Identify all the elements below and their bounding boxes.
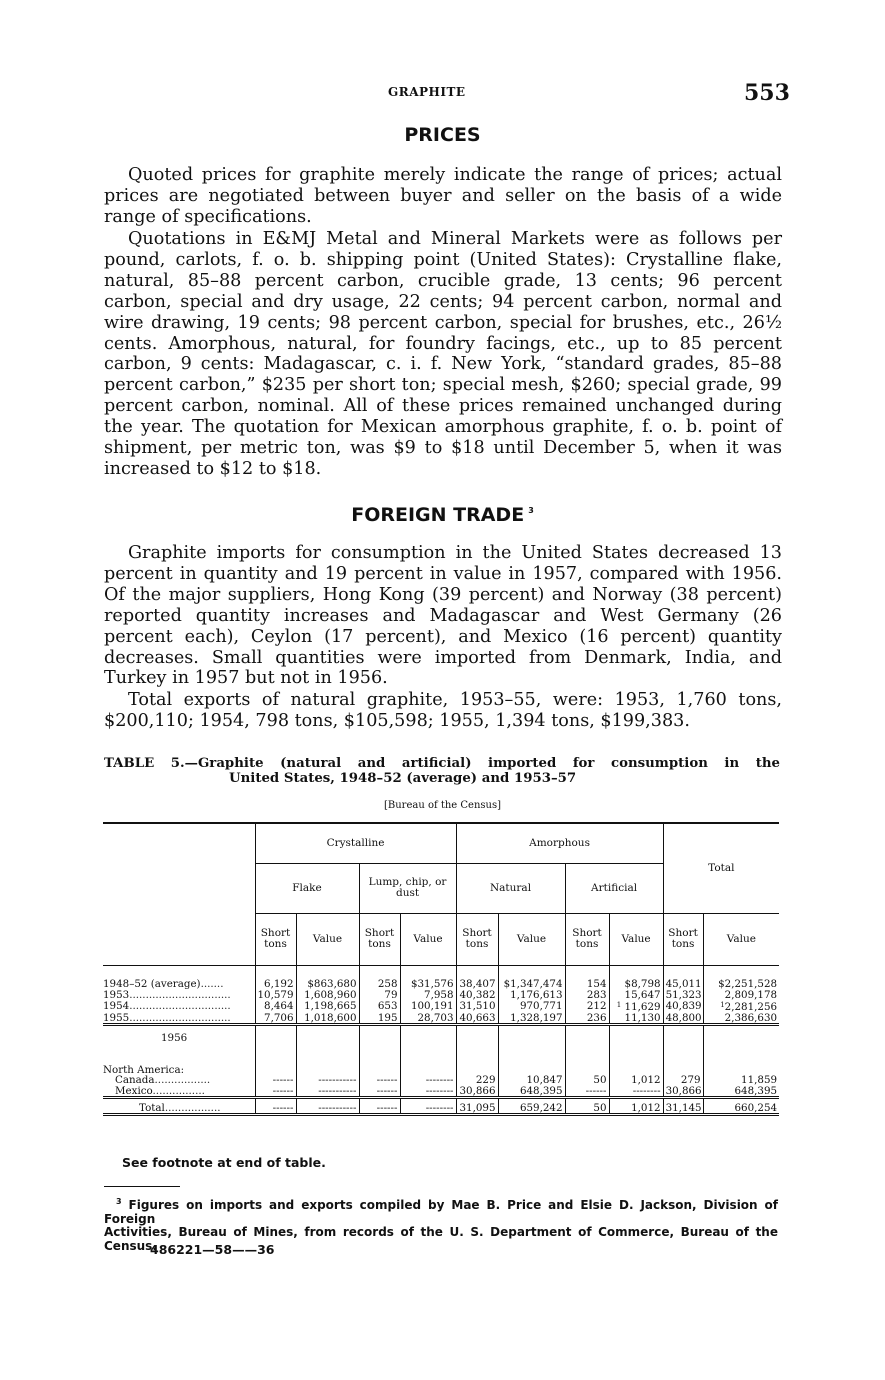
table-cell: 31,510	[456, 1000, 498, 1013]
row-label: Mexico................	[115, 1084, 205, 1097]
row-label: Total.................	[139, 1101, 221, 1114]
header-row-1	[103, 823, 779, 863]
table-cell: 30,866	[663, 1086, 703, 1098]
table-cell: 51,323	[663, 990, 703, 1001]
table-cell: 40,839	[663, 1000, 703, 1013]
foreign-trade-heading	[0, 504, 885, 526]
row-label: 1948–52 (average).......	[103, 978, 224, 990]
table-cell: 195	[359, 1013, 400, 1025]
footnote-line-2: Activities, Bureau of Mines, from records of the U. S. Department of Commerce, Bureau of the Census.	[104, 1225, 778, 1253]
footnote-line-1: $^3$ Figures on imports and exports compiled by Mae B. Price and Elsie D. Jackson, Division of Foreign	[104, 1197, 778, 1226]
table-cell: 50	[565, 1103, 609, 1115]
table-cell: 970,771	[498, 1000, 565, 1013]
table-cell: 8,464	[255, 1000, 296, 1013]
table-cell: 258	[359, 979, 400, 990]
table-cell: 48,800	[663, 1013, 703, 1025]
table-cell: 212	[565, 1000, 609, 1013]
table-cell: 2,386,630	[703, 1013, 779, 1025]
row-label: 1954...............................	[103, 1000, 231, 1012]
table-cell: 79	[359, 990, 400, 1001]
table-cell: 1,608,960	[296, 990, 359, 1001]
imports-table	[103, 822, 779, 1116]
table-cell: 31,145	[663, 1103, 703, 1115]
foreign-trade-paragraph-1: Graphite imports for consumption in the United States decreased 13 percent in quantity and 19 percent in value in 1957, compared with 1956. Of the major suppliers, Hong Kong (39 percent) and Norway (38 percent) reported quantity increases and Madagascar and West Germany (26 percent each), Ceylon (17 percent), and Mexico (16 percent) quantity decreases. Small quantities were imported from Denmark, India, and Turkey in 1957 but not in 1956.	[104, 543, 782, 689]
table-cell: 1,012	[609, 1075, 663, 1086]
lump-value-header: Value	[400, 913, 456, 965]
table-cell: 236	[565, 1013, 609, 1025]
row-label: 1955...............................	[103, 1011, 231, 1024]
artificial-header: Artificial	[565, 863, 663, 913]
table-cell: 6,192	[255, 979, 296, 990]
table-cell: ------	[255, 1075, 296, 1086]
table-source: [Bureau of the Census]	[383, 800, 502, 811]
prices-paragraph-1: Quoted prices for graphite merely indicate the range of prices; actual prices are negotiated between buyer and seller on the basis of a wide range of specifications.	[104, 165, 782, 227]
table-cell: ------	[255, 1086, 296, 1098]
north-america-label: North America:	[103, 1063, 185, 1076]
prices-paragraph-2: Quotations in E&MJ Metal and Mineral Markets were as follows per pound, carlots, f. o. b. shipping point (United States): Crystalline flake, natural, 85–88 percent carbon, crucible grade, 13 cents; 96 percent carbon, special and dry usage, 22 cents; 94 percent carbon, normal and wire drawing, 19 cents; 98 percent carbon, special for brushes, etc., 26½ cents. Amorphous, natural, for foundry facings, etc., up to 85 percent carbon, 9 cents: Madagascar, c. i. f. New York, “standard grades, 85–88 percent carbon,” $235 per short ton; special mesh, $260; special grade, 99 percent carbon, nominal. All of these prices remained unchanged during the year. The quotation for Mexican amorphous graphite, f. o. b. point of shipment, per metric ton, was $9 to $18 until December 5, when it was increased to $12 to $18.	[104, 229, 782, 479]
table-cell: 10,579	[255, 990, 296, 1001]
table-cell: 1,176,613	[498, 990, 565, 1001]
table-cell: -----------	[296, 1086, 359, 1098]
table-cell: --------	[400, 1086, 456, 1098]
table-cell: 50	[565, 1075, 609, 1086]
table-cell: 648,395	[703, 1086, 779, 1098]
table-cell: 660,254	[703, 1103, 779, 1115]
table-row	[103, 990, 779, 1001]
running-head-title: GRAPHITE	[388, 85, 466, 99]
table-cell: 40,663	[456, 1013, 498, 1025]
table-cell: 31,095	[456, 1103, 498, 1115]
table-cell: 10,847	[498, 1075, 565, 1086]
table-caption	[104, 756, 780, 786]
table-row	[103, 1013, 779, 1025]
artificial-short-tons-header: Short tons	[565, 913, 609, 965]
natural-value-header: Value	[498, 913, 565, 965]
table-cell: 1,018,600	[296, 1013, 359, 1025]
table-cell: 648,395	[498, 1086, 565, 1098]
running-head	[0, 82, 885, 106]
total-short-tons-header: Short tons	[663, 913, 703, 965]
stub-header	[103, 823, 255, 965]
foreign-trade-heading-text: FOREIGN TRADE	[351, 504, 525, 526]
table-cell: --------	[400, 1075, 456, 1086]
table-cell: 659,242	[498, 1103, 565, 1115]
table-cell: 15,647	[609, 990, 663, 1001]
table-cell: $1,347,474	[498, 979, 565, 990]
lump-short-tons-header: Short tons	[359, 913, 400, 965]
total-header: Total	[663, 823, 779, 913]
page-number: 553	[744, 80, 790, 106]
lump-header: Lump, chip, or dust	[359, 863, 456, 913]
table-cell: ------	[565, 1086, 609, 1098]
total-row	[103, 1103, 779, 1115]
table-cell: 229	[456, 1075, 498, 1086]
table-cell: 38,407	[456, 979, 498, 990]
flake-value-header: Value	[296, 913, 359, 965]
year-1956-label: 1956	[161, 1032, 188, 1044]
table-cell: 1,328,197	[498, 1013, 565, 1025]
table-cell: -----------	[296, 1103, 359, 1115]
table-cell: 2,809,178	[703, 990, 779, 1001]
table-cell: 1,198,665	[296, 1000, 359, 1013]
crystalline-header: Crystalline	[255, 823, 456, 863]
table-cell: 11,130	[609, 1013, 663, 1025]
table-cell: ------	[255, 1103, 296, 1115]
table-cell: 100,191	[400, 1000, 456, 1013]
table-cell: ------	[359, 1086, 400, 1098]
table-cell: 7,706	[255, 1013, 296, 1025]
foreign-trade-paragraph-2: Total exports of natural graphite, 1953–55, were: 1953, 1,760 tons, $200,110; 1954, 798 tons, $105,598; 1955, 1,394 tons, $199,383.	[104, 690, 782, 731]
table-cell: ------	[359, 1075, 400, 1086]
artificial-value-header: Value	[609, 913, 663, 965]
footnote-mark: 1	[720, 1001, 725, 1009]
table-caption-line-2: United States, 1948–52 (average) and 1953–57	[229, 771, 577, 786]
table-cell: 7,958	[400, 990, 456, 1001]
table-cell: 45,011	[663, 979, 703, 990]
table-cell: $^1$ 11,629	[609, 1000, 663, 1013]
amorphous-header: Amorphous	[456, 823, 663, 863]
table-cell: -----------	[296, 1075, 359, 1086]
table-caption-line-1: TABLE 5.—Graphite (natural and artificial) imported for consumption in the	[104, 756, 780, 771]
year-subheading-row	[103, 1025, 779, 1051]
table-row	[103, 1086, 779, 1098]
table-cell: $8,798	[609, 979, 663, 990]
table-cell: 154	[565, 979, 609, 990]
table-cell: 30,866	[456, 1086, 498, 1098]
flake-header: Flake	[255, 863, 359, 913]
table-cell: 40,382	[456, 990, 498, 1001]
table-cell: $863,680	[296, 979, 359, 990]
see-footnote-note: See footnote at end of table.	[122, 1155, 326, 1170]
table-cell: --------	[609, 1086, 663, 1098]
table-cell: 1,012	[609, 1103, 663, 1115]
row-label: 1953...............................	[103, 988, 231, 1001]
table-cell: $2,251,528	[703, 979, 779, 990]
prices-heading: PRICES	[404, 124, 481, 146]
table-spacer-row	[103, 965, 779, 979]
total-value-header: Value	[703, 913, 779, 965]
table-cell: 283	[565, 990, 609, 1001]
row-label: Canada.................	[115, 1074, 211, 1086]
print-code: 486221—58——36	[150, 1242, 275, 1257]
table-cell: 279	[663, 1075, 703, 1086]
table-spacer-row	[103, 1051, 779, 1065]
footnote-mark: 1	[616, 1001, 622, 1009]
flake-short-tons-header: Short tons	[255, 913, 296, 965]
footnote-rule	[104, 1186, 180, 1187]
table-cell: --------	[400, 1103, 456, 1115]
natural-short-tons-header: Short tons	[456, 913, 498, 965]
table-cell: ------	[359, 1103, 400, 1115]
table-cell: $^1$2,281,256	[703, 1000, 779, 1013]
footnote-ref-3: 3	[528, 506, 534, 515]
natural-header: Natural	[456, 863, 565, 913]
table-cell: $31,576	[400, 979, 456, 990]
table-cell: 653	[359, 1000, 400, 1013]
table-cell: 11,859	[703, 1075, 779, 1086]
table-cell: 28,703	[400, 1013, 456, 1025]
